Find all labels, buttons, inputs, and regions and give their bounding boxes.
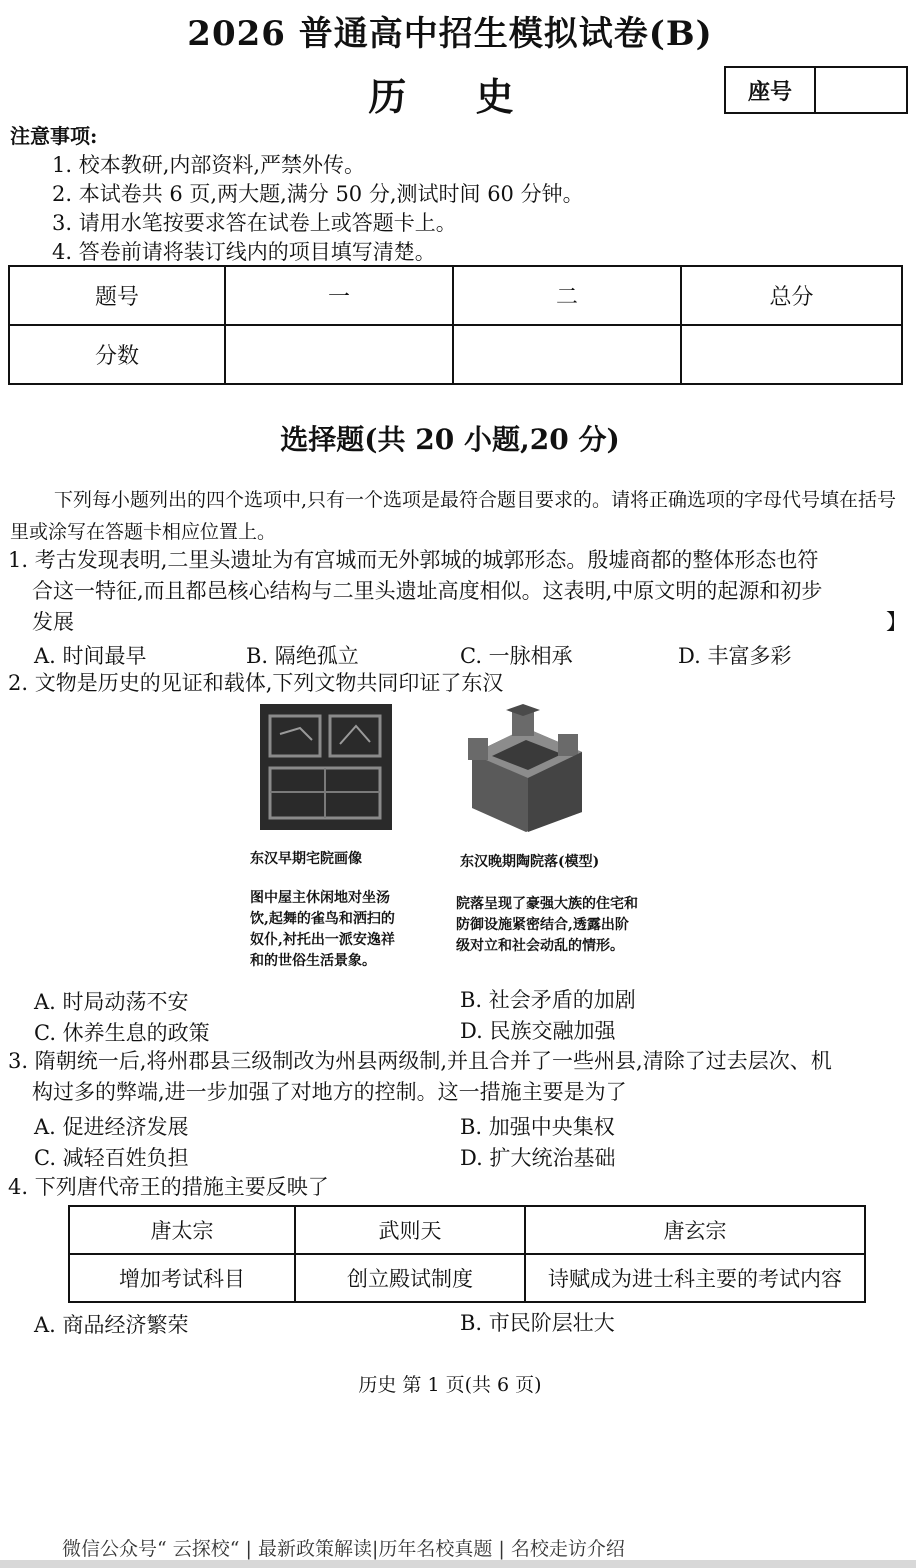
seat-label: 座号 [726, 68, 816, 112]
question-1-line: 1. 考古发现表明,二里头遗址为有宫城而无外郭城的城郭形态。殷墟商都的整体形态也符 [8, 548, 819, 572]
bottom-bar [0, 1560, 916, 1568]
option-a: A. 商品经济繁荣 [34, 1313, 189, 1337]
tang-table-cell: 创立殿试制度 [295, 1254, 525, 1302]
question-1-line: 发展 [32, 610, 74, 634]
option-c: C. 减轻百姓负担 [34, 1146, 189, 1170]
section-intro: 下列每小题列出的四个选项中,只有一个选项是最符合题目要求的。请将正确选项的字母代号填在括号里或涂写在答题卡相应位置上。 [10, 489, 897, 543]
subject-title: 历 史 [368, 74, 542, 119]
question-3-line: 3. 隋朝统一后,将州郡县三级制改为州县两级制,并且合并了一些州县,清除了过去层次、机 [8, 1049, 832, 1073]
option-a: A. 时间最早 [34, 644, 147, 668]
option-a: A. 时局动荡不安 [34, 990, 189, 1014]
tang-table-header: 唐太宗 [69, 1206, 295, 1254]
question-3-line: 构过多的弊端,进一步加强了对地方的控制。这一措施主要是为了 [32, 1080, 627, 1104]
figure-1-desc-line: 奴仆,衬托出一派安逸祥 [250, 932, 395, 948]
figure-2-caption: 东汉晚期陶院落(模型) [460, 854, 600, 870]
score-header-cell: 总分 [681, 266, 902, 325]
option-a: A. 促进经济发展 [34, 1115, 189, 1139]
notice-item: 1. 校本教研,内部资料,严禁外传。 [52, 153, 366, 177]
score-cell [225, 325, 453, 384]
option-c: C. 一脉相承 [460, 644, 573, 668]
option-b: B. 隔绝孤立 [246, 644, 359, 668]
page-footer: 历史 第 1 页(共 6 页) [358, 1374, 542, 1396]
figure-1-desc-line: 饮,起舞的雀鸟和洒扫的 [250, 911, 395, 927]
tang-table-cell: 诗赋成为进士科主要的考试内容 [525, 1254, 865, 1302]
seat-number-field [816, 68, 906, 112]
tang-table-header: 武则天 [295, 1206, 525, 1254]
score-header-cell: 一 [225, 266, 453, 325]
figure-2-desc-line: 院落呈现了豪强大族的住宅和 [456, 896, 638, 912]
figure-2-desc-line: 防御设施紧密结合,透露出阶 [456, 917, 629, 933]
option-d: D. 丰富多彩 [678, 644, 792, 668]
tang-table-header: 唐玄宗 [525, 1206, 865, 1254]
seat-number-box [724, 66, 908, 114]
notice-heading: 注意事项: [10, 124, 98, 148]
relief-pattern [260, 704, 392, 830]
pottery-model-shape [462, 704, 590, 834]
figure-1-desc-line: 和的世俗生活景象。 [250, 953, 376, 969]
option-b: B. 加强中央集权 [460, 1115, 615, 1139]
tang-emperors-table [68, 1205, 866, 1303]
notice-item: 2. 本试卷共 6 页,两大题,满分 50 分,测试时间 60 分钟。 [52, 182, 584, 206]
score-cell [453, 325, 681, 384]
question-4-stem: 4. 下列唐代帝王的措施主要反映了 [8, 1175, 329, 1199]
score-cell [681, 325, 902, 384]
wechat-watermark: 微信公众号“ 云探校“ | 最新政策解读|历年名校真题 | 名校走访介绍 [62, 1538, 625, 1560]
han-courtyard-relief-image [260, 704, 392, 830]
exam-title: 2026 普通高中招生模拟试卷(B) [187, 14, 713, 54]
option-c: C. 休养生息的政策 [34, 1021, 210, 1045]
question-1-line: 合这一特征,而且都邑核心结构与二里头遗址高度相似。这表明,中原文明的起源和初步 [32, 579, 823, 603]
notice-item: 4. 答卷前请将装订线内的项目填写清楚。 [52, 240, 436, 264]
figure-1-desc-line: 图中屋主休闲地对坐汤 [250, 890, 390, 906]
question-2-stem: 2. 文物是历史的见证和载体,下列文物共同印证了东汉 [8, 671, 504, 695]
score-row-label: 分数 [9, 325, 225, 384]
figure-2-description [456, 894, 638, 957]
score-table [8, 265, 903, 385]
tang-table-cell: 增加考试科目 [69, 1254, 295, 1302]
option-d: D. 扩大统治基础 [460, 1146, 616, 1170]
figure-1-caption: 东汉早期宅院画像 [250, 851, 362, 867]
notice-item: 3. 请用水笔按要求答在试卷上或答题卡上。 [52, 211, 457, 235]
option-b: B. 社会矛盾的加剧 [460, 988, 636, 1012]
figure-1-description [250, 888, 395, 972]
score-header-cell: 二 [453, 266, 681, 325]
section-title: 选择题(共 20 小题,20 分) [280, 423, 620, 456]
score-header-cell: 题号 [9, 266, 225, 325]
han-pottery-courtyard-model-image [462, 704, 590, 834]
answer-bracket: 】 [886, 610, 907, 634]
option-d: D. 民族交融加强 [460, 1019, 616, 1043]
option-b: B. 市民阶层壮大 [460, 1311, 615, 1335]
figure-2-desc-line: 级对立和社会动乱的情形。 [456, 938, 624, 954]
